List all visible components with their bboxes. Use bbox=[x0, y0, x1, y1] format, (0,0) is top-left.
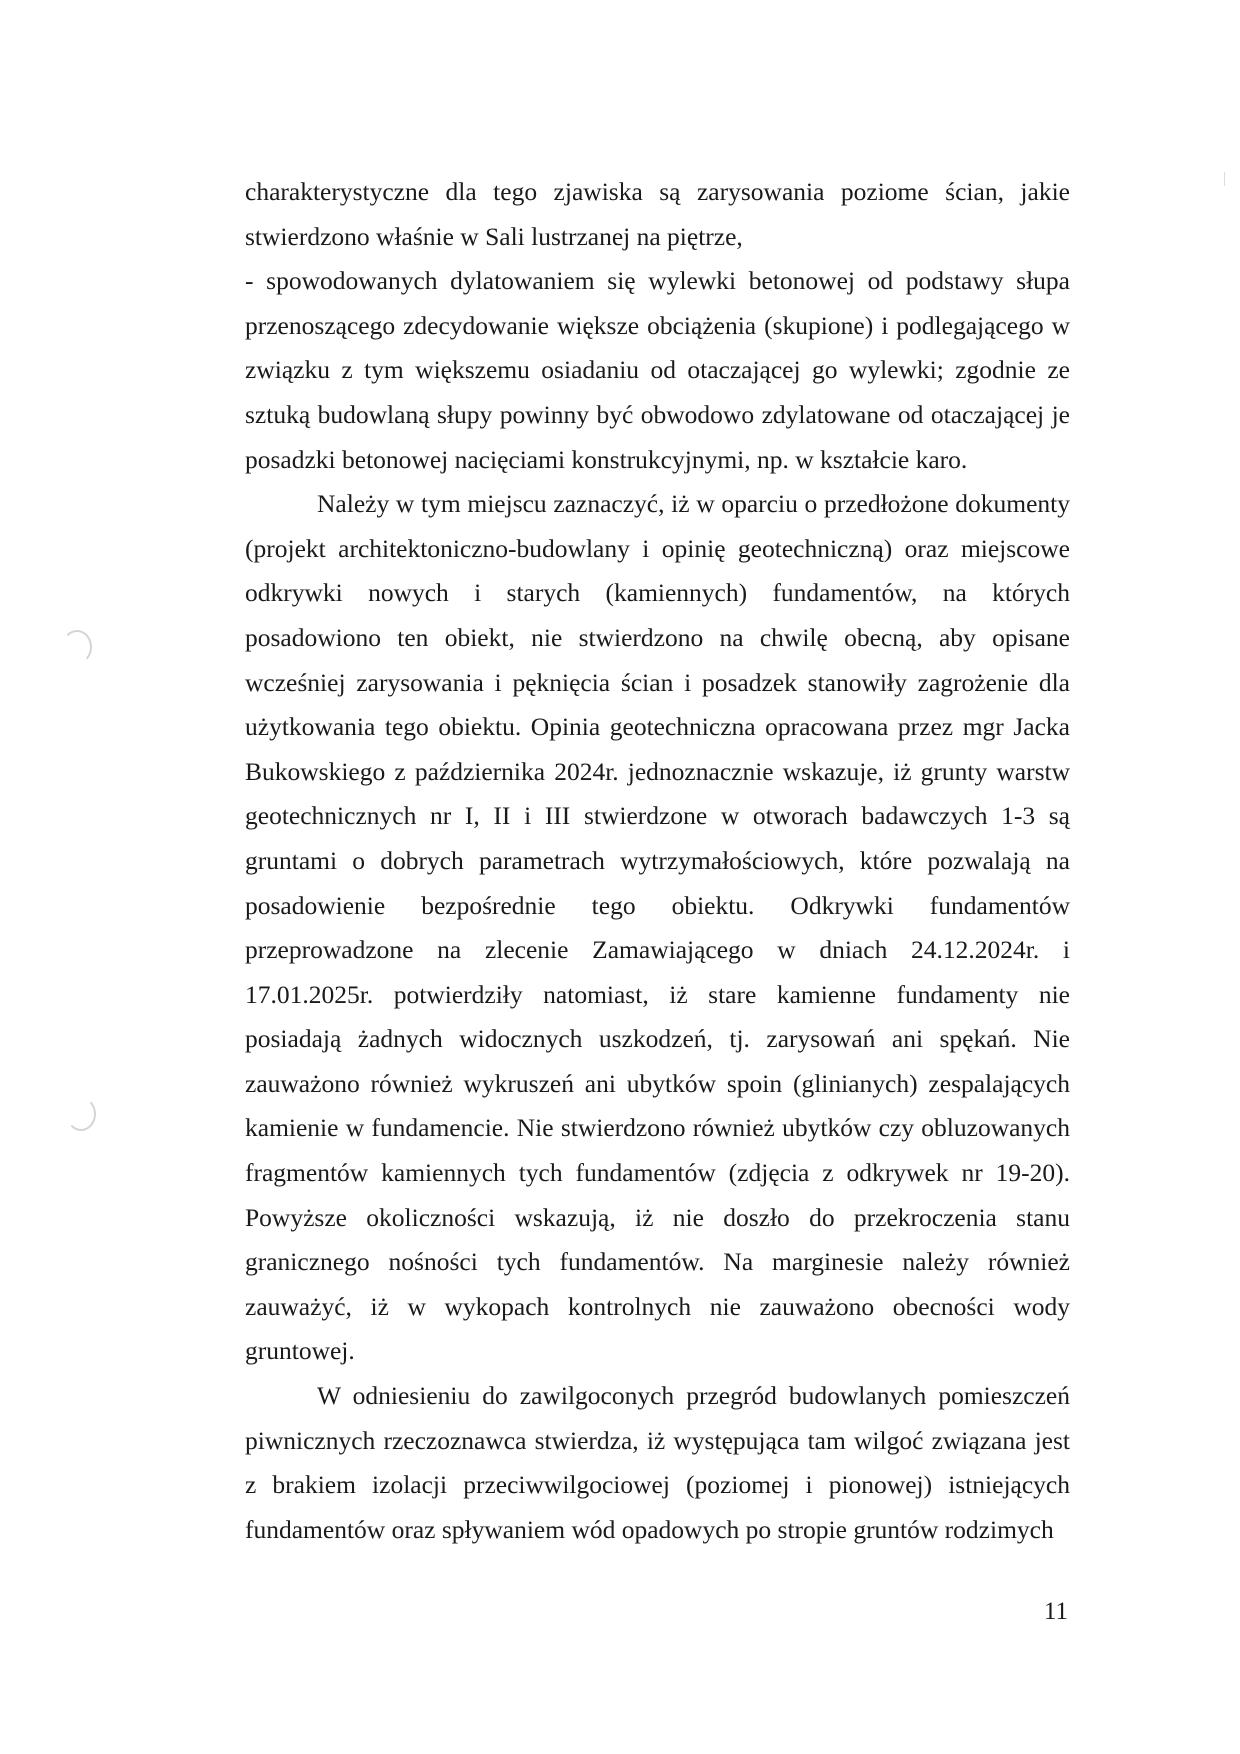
document-body bbox=[245, 170, 1070, 1552]
paragraph-foundations: Należy w tym miejscu zaznaczyć, iż w oparciu o przedłożone dokumenty (projekt architektoniczno-budowlany i opinię geotechniczną) oraz miejscowe odkrywki nowych i starych (kamiennych) fundamentów, na których posadowiono ten obiekt, nie stwierdzono na chwilę obecną, aby opisane wcześniej zarysowania i pęknięcia ścian i posadzek stanowiły zagrożenie dla użytkowania tego obiektu. Opinia geotechniczna opracowana przez mgr Jacka Bukowskiego z października 2024r. jednoznacznie wskazuje, iż grunty warstw geotechnicznych nr I, II i III stwierdzone w otworach badawczych 1-3 są gruntami o dobrych parametrach wytrzymałościowych, które pozwalają na posadowienie bezpośrednie tego obiektu. Odkrywki fundamentów przeprowadzone na zlecenie Zamawiającego w dniach 24.12.2024r. i 17.01.2025r. potwierdziły natomiast, iż stare kamienne fundamenty nie posiadają żadnych widocznych uszkodzeń, tj. zarysowań ani spękań. Nie zauważono również wykruszeń ani ubytków spoin (glinianych) zespalających kamienie w fundamencie. Nie stwierdzono również ubytków czy obluzowanych fragmentów kamiennych tych fundamentów (zdjęcia z odkrywek nr 19-20). Powyższe okoliczności wskazują, iż nie doszło do przekroczenia stanu granicznego nośności tych fundamentów. Na marginesie należy również zauważyć, iż w wykopach kontrolnych nie zauważono obecności wody gruntowej. bbox=[245, 489, 1070, 1366]
scan-edge-mark bbox=[1224, 172, 1225, 186]
paragraph-list-item: - spowodowanych dylatowaniem się wylewki betonowej od podstawy słupa przenoszącego zdecydowanie większe obciążenia (skupione) i podlegającego w związku z tym większemu osiadaniu od otaczającej go wylewki; zgodnie ze sztuką budowlaną słupy powinny być obwodowo zdylatowane od otaczającej je posadzki betonowej nacięciami konstrukcyjnymi, np. w kształcie karo. bbox=[245, 266, 1070, 474]
page-number: 11 bbox=[1043, 1598, 1068, 1625]
paragraph-dampness: W odniesieniu do zawilgoconych przegród budowlanych pomieszczeń piwnicznych rzeczoznawca stwierdza, iż występująca tam wilgoć związana jest z brakiem izolacji przeciwwilgociowej (poziomej i pionowej) istniejących fundamentów oraz spływaniem wód opadowych po stropie gruntów rodzimych bbox=[245, 1381, 1070, 1544]
punch-hole-mark bbox=[62, 630, 92, 664]
punch-hole-mark bbox=[66, 1097, 96, 1131]
paragraph-continuation: charakterystyczne dla tego zjawiska są zarysowania poziome ścian, jakie stwierdzono właśnie w Sali lustrzanej na piętrze, bbox=[245, 177, 1070, 251]
